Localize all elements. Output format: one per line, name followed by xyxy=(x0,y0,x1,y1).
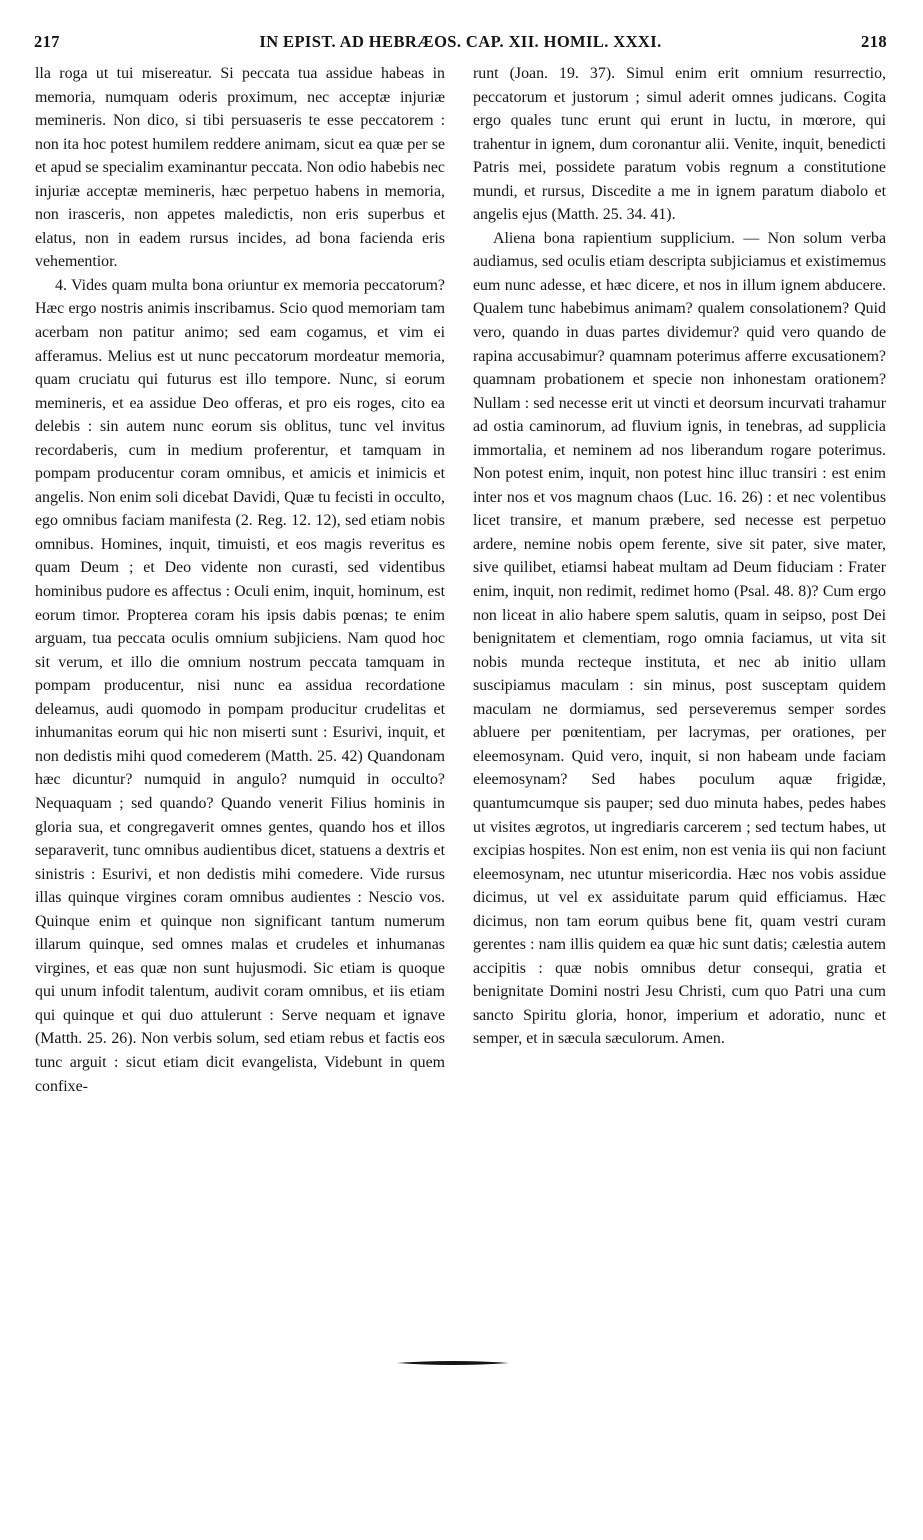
paragraph: 4. Vides quam multa bona oriuntur ex memoria peccatorum? Hæc ergo nostris animis inscribamus. Scio quod memoriam tam acerbam non patitur animo; sed eam cogamus, et vim ei afferamus. Melius est ut nunc peccatorum mordeatur memoria, quam cruciatu qui futurus est illo tempore. Nunc, si eorum memineris, et ea assidue Deo offeras, et pro eis roges, cito ea delebis : sin autem nunc eorum sis oblitus, tunc vel invitus recordaberis, cum in medium proferentur, et tamquam in pompam producentur coram omnibus, et amicis et inimicis et angelis. Non enim soli dicebat Davidi, Quæ tu fecisti in occulto, ego omnibus faciam manifesta (2. Reg. 12. 12), sed etiam nobis omnibus. Homines, inquit, timuisti, et eos magis reveritus es quam Deum ; et Deo vidente non curasti, sed videntibus hominibus pudore es affectus : Oculi enim, inquit, hominum, est eorum timor. Propterea coram his ipsis dabis pœnas; te enim arguam, tua peccata oculis omnium subjiciens. Nam quod hoc sit verum, et illo die omnium nostrum peccata tamquam in pompam producentur, nisi nunc ea assidua recordatione deleamus, audi quomodo in pompam producitur crudelitas et inhumanitas eorum qui hic non miserti sunt : Esurivi, inquit, et non dedistis mihi quod comederem (Matth. 25. 42) Quandonam hæc dicuntur? numquid in angulo? numquid in occulto? Nequaquam ; sed quando? Quando venerit Filius hominis in gloria sua, et congregaverit omnes gentes, quando hos et illos separaverit, tunc omnibus audientibus dicet, statuens a dextris et sinistris : Esurivi, et non dedistis mihi comedere. Vide rursus illas quinque virgines coram omnibus audientes : Nescio vos. Quinque enim et quinque non significant tantum numerum illarum quinque, sed omnes malas et crudeles et inhumanas virgines, et eas quæ non sunt hujusmodi. Sic etiam is quoque qui unum infodit talentum, audivit coram omnibus, et iis etiam qui quinque et qui duo attulerunt : Serve nequam et ignave (Matth. 25. 26). Non verbis solum, sed etiam rebus et factis eos tunc arguit : sicut etiam dicit evangelista, Videbunt in quem confixe- xyxy=(35,276,445,1095)
paragraph: Aliena bona rapientium supplicium. — Non solum verba audiamus, sed oculis etiam descripta subjiciamus et existimemus eum nunc adesse, et hæc dicere, et nos in illum ignem abducere. Qualem tunc habebimus animam? qualem consolationem? Quid vero, quando in duas partes dividemur? quid vero quando de rapina accusabimur? quamnam poterimus afferre excusationem? quamnam probationem et specie non inhonestam orationem? Nullam : sed necesse erit ut vincti et deorsum incurvati trahamur ad ostia caminorum, ad fluvium ignis, in tenebras, ad supplicia immortalia, et neminem ad nos liberandum rogare poterimus. Non potest enim, inquit, non potest hinc illuc transiri : est enim inter nos et vos magnum chaos (Luc. 16. 26) : et nec volentibus licet transire, et manum præbere, sed necesse est perpetuo ardere, nemine nobis opem ferente, sive sit pater, sive mater, sive quilibet, etiamsi habeat multam ad Deum fiduciam : Frater enim, inquit, non redimit, redimet homo (Psal. 48. 8)? Cum ergo non liceat in alio habere spem salutis, quam in seipso, post Dei benignitatem et clementiam, rogo omnia faciamus, ut vita sit nobis munda recteque instituta, et nec ab initio ullam suscipiamus maculam : sin minus, post susceptam quidem maculam ne dormiamus, sed perseveremus semper sordes abluere per pœnitentiam, per lacrymas, per orationes, per eleemosynam. Quid vero, inquit, si non habeam unde faciam eleemosynam? Sed habes poculum aquæ frigidæ, quantumcumque sis pauper; sed duo minuta habes, pedes habes ut visites ægrotos, ut ingrediaris carcerem ; sed tectum habes, ut excipias hospites. Non est enim, non est venia iis qui non faciunt eleemosynam, nec utuntur misericordia. Hæc nos vobis assidue dicimus, ut vel ex assiduitate parum quid efficiamus. Hæc dicimus, non tam eorum quibus bene fit, quam vestri curam gerentes : nam illis quidem ea quæ hic sunt datis; cælestia autem accipitis : quæ nobis omnibus detur consequi, gratia et benignitate Domini nostri Jesu Christi, cum quo Patri una cum sancto Spiritu gloria, honor, imperium et adoratio, nunc et semper, et in sæcula sæculorum. Amen. xyxy=(473,229,886,1048)
left-column xyxy=(35,62,445,1098)
page-number-left: 217 xyxy=(34,32,60,51)
running-header xyxy=(34,32,887,58)
paragraph: runt (Joan. 19. 37). Simul enim erit omnium resurrectio, peccatorum et justorum ; simul aderit omnes judicans. Cogita ergo quales tunc erunt qui erunt in luctu, in mœrore, qui trahentur in ignem, dum coronantur alii. Venite, inquit, benedicti Patris mei, possidete paratum vobis regnum a constitutione mundi, et rursus, Discedite a me in ignem paratum diabolo et angelis ejus (Matth. 25. 34. 41). xyxy=(473,65,886,224)
end-ornament-rule xyxy=(397,1360,509,1366)
right-column xyxy=(473,62,886,1051)
running-title: IN EPIST. AD HEBRÆOS. CAP. XII. HOMIL. XXXI. xyxy=(259,32,662,51)
paragraph: lla roga ut tui misereatur. Si peccata tua assidue habeas in memoria, numquam oderis proximum, nec acceptæ injuriæ memineris. Non dico, si tibi persuaseris te esse peccatorem : non ita hoc potest humilem reddere animam, sicut ea quæ per se et apud se specialim examinantur peccata. Non odio habebis nec injuriæ acceptæ memineris, hæc perpetuo habens in memoria, non irasceris, non appetes maledictis, non eris superbus et elatus, non in eadem rursus incides, ad bona facienda eris vehementior. xyxy=(35,65,445,271)
page-number-right: 218 xyxy=(861,32,887,51)
